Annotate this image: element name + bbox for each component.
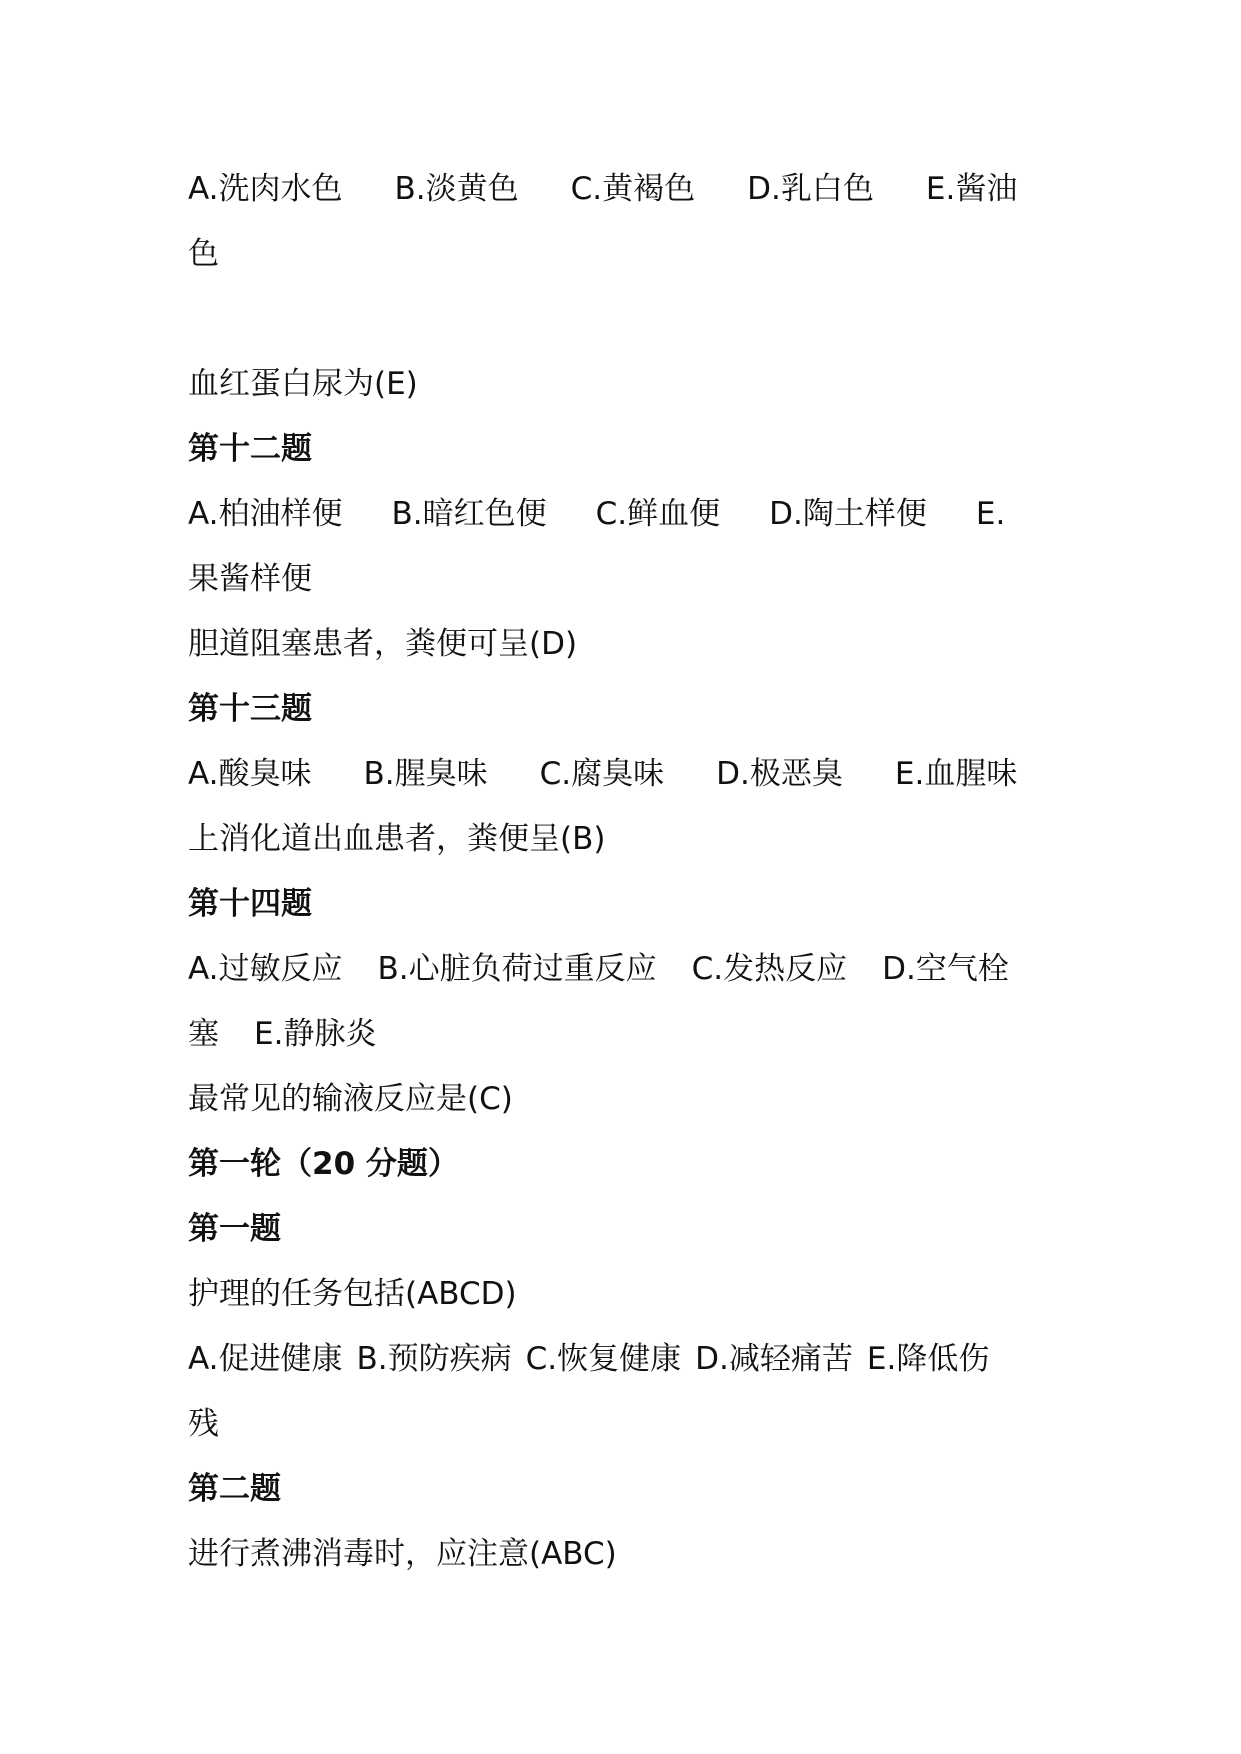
q12-stem: 胆道阻塞患者，粪便可呈(D) [188, 626, 578, 662]
q13-options [188, 742, 1068, 807]
q14-option-a: A.过敏反应 [188, 951, 343, 987]
round1-q2-title: 第二题 [188, 1471, 281, 1507]
q13-option-c: C.腐臭味 [539, 756, 665, 792]
round1-q1-option-d: D.减轻痛苦 [695, 1341, 853, 1377]
round1-q1-options-line1 [188, 1327, 1068, 1392]
q14-option-b: B.心脏负荷过重反应 [377, 951, 657, 987]
q11-options-line2: 色 [188, 236, 219, 272]
round1-q1-option-c: C.恢复健康 [525, 1341, 682, 1377]
q13-option-e: E.血腥味 [894, 756, 1018, 792]
q14-option-d: D.空气栓 [882, 951, 1009, 987]
round1-q2-stem: 进行煮沸消毒时，应注意(ABC) [188, 1536, 617, 1572]
round1-q1-option-e: E.降低伤 [866, 1341, 990, 1377]
q13-stem: 上消化道出血患者，粪便呈(B) [188, 821, 606, 857]
q11-option-d: D.乳白色 [747, 171, 874, 207]
q12-options-line1 [188, 482, 1068, 547]
q12-option-b: B.暗红色便 [391, 496, 547, 532]
q12-option-a: A.柏油样便 [188, 496, 343, 532]
q12-option-c: C.鲜血便 [595, 496, 721, 532]
q12-options-line2: 果酱样便 [188, 561, 312, 597]
q12-option-e: E. [975, 496, 1006, 532]
blank-gap [188, 287, 1068, 352]
q14-stem: 最常见的输液反应是(C) [188, 1081, 513, 1117]
q13-option-d: D.极恶臭 [716, 756, 843, 792]
document-page [188, 157, 1068, 1587]
q11-option-a: A.洗肉水色 [188, 171, 343, 207]
q13-option-a: A.酸臭味 [188, 756, 312, 792]
q13-title: 第十三题 [188, 691, 312, 727]
q12-title: 第十二题 [188, 431, 312, 467]
round1-q1-options-line2: 残 [188, 1406, 219, 1442]
q13-option-b: B.腥臭味 [363, 756, 488, 792]
q14-option-c: C.发热反应 [691, 951, 848, 987]
q11-stem: 血红蛋白尿为(E) [188, 366, 418, 402]
round1-q1-option-a: A.促进健康 [188, 1341, 343, 1377]
q11-option-c: C.黄褐色 [570, 171, 696, 207]
q14-title: 第十四题 [188, 886, 312, 922]
q12-option-d: D.陶土样便 [769, 496, 927, 532]
round1-title: 第一轮（20 分题） [188, 1146, 459, 1182]
q14-option-e: E.静脉炎 [254, 1016, 377, 1052]
q14-options-line1 [188, 937, 1068, 1002]
q14-options-line2 [188, 1002, 1068, 1067]
round1-q1-title: 第一题 [188, 1211, 281, 1247]
q14-option-d-cont: 塞 [188, 1016, 219, 1052]
q11-option-e: E.酱油 [925, 171, 1018, 207]
round1-q1-stem: 护理的任务包括(ABCD) [188, 1276, 517, 1312]
q11-options-line1 [188, 157, 1068, 222]
q11-option-b: B.淡黄色 [394, 171, 519, 207]
round1-q1-option-b: B.预防疾病 [356, 1341, 512, 1377]
